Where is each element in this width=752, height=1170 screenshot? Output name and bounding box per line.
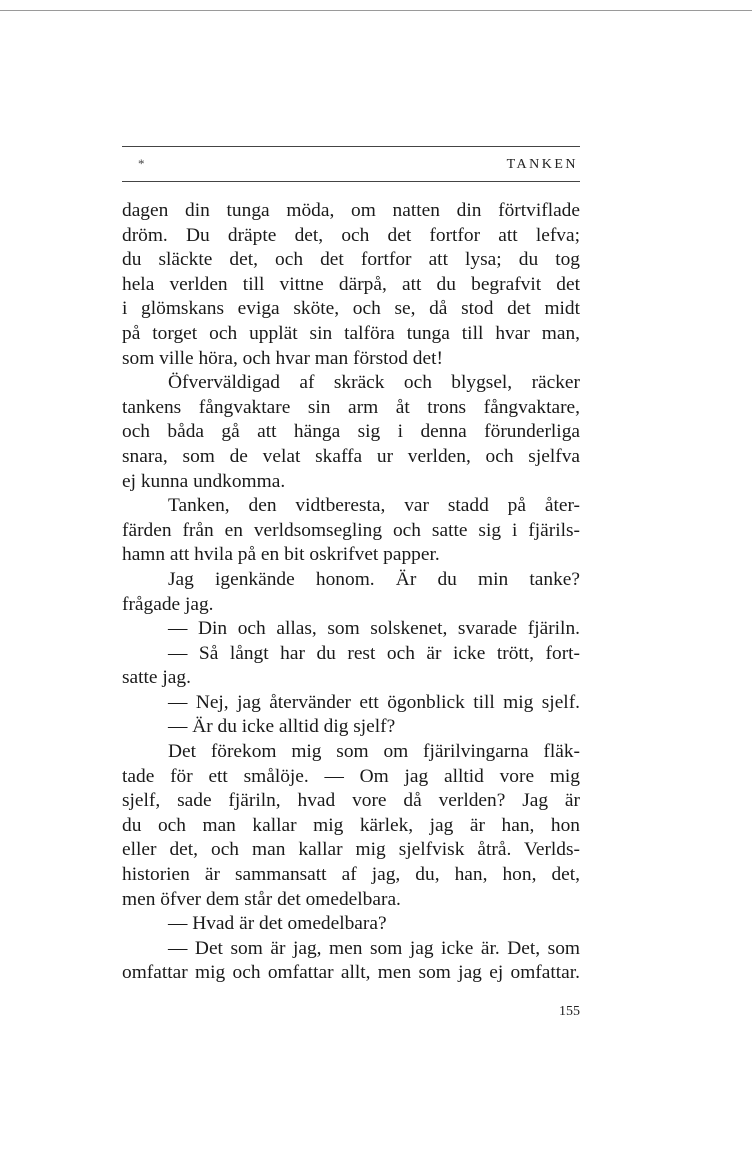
text-line: du släckte det, och det fortfor att lysa; du tog bbox=[122, 249, 580, 271]
text-line: snara, som de velat skaffa ur verlden, och sjelfva bbox=[122, 445, 580, 467]
text-line: på torget och upplät sin talföra tunga till hvar man, bbox=[122, 322, 580, 344]
text-line: omfattar mig och omfattar allt, men som jag ej omfattar. bbox=[122, 962, 580, 984]
text-line: historien är sammansatt af jag, du, han, hon, det, bbox=[122, 864, 580, 886]
text-line: färden från en verldsomsegling och satte sig i fjärils- bbox=[122, 519, 580, 541]
text-line: Tanken, den vidtberesta, var stadd på åter- bbox=[168, 495, 580, 517]
running-header bbox=[122, 156, 580, 176]
text-line: hela verlden till vittne därpå, att du begrafvit det bbox=[122, 273, 580, 295]
text-line: men öfver dem står det omedelbara. bbox=[122, 888, 401, 910]
page-number: 155 bbox=[559, 1004, 580, 1019]
text-line: Det förekom mig som om fjärilvingarna fläk- bbox=[168, 741, 580, 763]
text-line: Öfverväldigad af skräck och blygsel, räcker bbox=[168, 372, 580, 394]
text-line: hamn att hvila på en bit oskrifvet papper. bbox=[122, 544, 440, 566]
text-line: — Är du icke alltid dig sjelf? bbox=[168, 716, 396, 738]
text-line: frågade jag. bbox=[122, 593, 214, 615]
text-line: och båda gå att hänga sig i denna förunderliga bbox=[122, 421, 580, 443]
text-line: — Din och allas, som solskenet, svarade fjäriln. bbox=[168, 618, 580, 640]
asterisk-ornament-icon: * bbox=[138, 156, 145, 171]
header-rule-top bbox=[122, 146, 580, 147]
text-line: dröm. Du dräpte det, och det fortfor att lefva; bbox=[122, 224, 580, 246]
scan-edge-rule bbox=[0, 10, 752, 11]
text-line: — Så långt har du rest och är icke trött, fort- bbox=[168, 642, 580, 664]
text-line: satte jag. bbox=[122, 667, 191, 689]
text-line: — Nej, jag återvänder ett ögonblick till mig sjelf. bbox=[168, 691, 580, 713]
text-line: ej kunna undkomma. bbox=[122, 470, 286, 492]
header-rule-bottom bbox=[122, 181, 580, 182]
text-line: tankens fångvaktare sin arm åt trons fångvaktare, bbox=[122, 396, 580, 418]
text-line: tade för ett smålöje. — Om jag alltid vore mig bbox=[122, 765, 580, 787]
body-text bbox=[122, 199, 580, 986]
text-line: i glömskans eviga sköte, och se, då stod det midt bbox=[122, 298, 580, 320]
text-line: eller det, och man kallar mig sjelfvisk åtrå. Verlds- bbox=[122, 839, 580, 861]
text-line: sjelf, sade fjäriln, hvad vore då verlden? Jag är bbox=[122, 790, 580, 812]
text-line: som ville höra, och hvar man förstod det! bbox=[122, 347, 443, 369]
text-line: — Det som är jag, men som jag icke är. Det, som bbox=[168, 937, 580, 959]
text-line: — Hvad är det omedelbara? bbox=[168, 913, 387, 935]
text-line: Jag igenkände honom. Är du min tanke? bbox=[168, 568, 580, 590]
text-line: du och man kallar mig kärlek, jag är han, hon bbox=[122, 814, 580, 836]
text-line: dagen din tunga möda, om natten din förtviflade bbox=[122, 200, 580, 221]
running-title: TANKEN bbox=[506, 157, 578, 172]
